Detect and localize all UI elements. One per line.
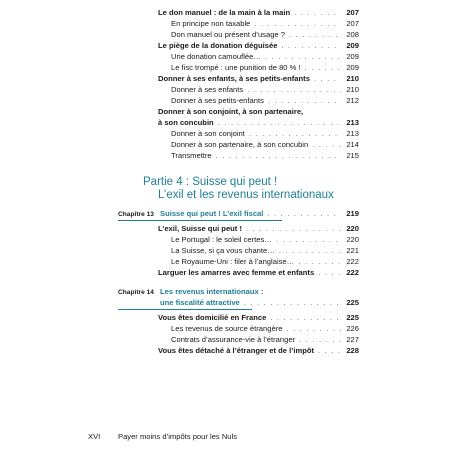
toc-entry: Contrats d’assurance-vie à l’étranger . . . 227 <box>171 335 359 345</box>
chapter-rule <box>118 220 282 221</box>
toc-entry: Le Royaume-Uni : filer à l’anglaise… . . . 222 <box>171 257 359 267</box>
toc-entry: L’exil, Suisse qui peut ! . . . 220 <box>158 224 359 234</box>
toc-entry: Le piège de la donation déguisée . . . 209 <box>158 41 359 51</box>
toc-entry: Donner à ses enfants, à ses petits-enfants . . . 210 <box>158 74 359 84</box>
chapter-title: une fiscalité attractive . . . 225 <box>160 298 359 308</box>
toc-entry: La Suisse, si ça vous chante… . . . 221 <box>171 246 359 256</box>
toc-entry: Transmettre . . . 215 <box>171 151 359 161</box>
chapter-title: Suisse qui peut ! L’exil fiscal . . . 219 <box>160 209 359 219</box>
chapter-label: Chapitre 13 <box>118 211 154 218</box>
toc-entry: Donner à ses petits-enfants . . . 212 <box>171 96 359 106</box>
toc-entry: Don manuel ou présent d’usage ? . . . 208 <box>171 30 359 40</box>
toc-entry: En principe non taxable . . . 207 <box>171 19 359 29</box>
toc-entry: à son concubin . . . 213 <box>158 118 359 128</box>
part-title-line2: L’exil et les revenus internationaux <box>158 189 334 201</box>
chapter-label: Chapitre 14 <box>118 289 154 296</box>
running-title: Payer moins d’impôts pour les Nuls <box>118 432 238 441</box>
toc-entry: Le Portugal : le soleil certes… . . . 220 <box>171 235 359 245</box>
toc-entry: Larguer les amarres avec femme et enfants . . . 222 <box>158 268 359 278</box>
toc-entry: Donner à son conjoint . . . 213 <box>171 129 359 139</box>
toc-entry: Donner à ses enfants . . . 210 <box>171 85 359 95</box>
toc-entry: Vous êtes détaché à l’étranger et de l’impôt . . . 228 <box>158 346 359 356</box>
toc-entry: Le fisc trompé : une punition de 80 % ! . . . 209 <box>171 63 359 73</box>
chapter-title: Les revenus internationaux : <box>160 287 264 296</box>
toc-entry: Une donation camouflée… . . . 209 <box>171 52 359 62</box>
page-folio: XVI <box>88 432 101 441</box>
chapter-rule <box>118 309 252 310</box>
toc-entry: Donner à son conjoint, à son partenaire, <box>158 107 304 116</box>
toc-entry: Le don manuel : de la main à la main . . . 207 <box>158 8 359 18</box>
part-title-line1: Partie 4 : Suisse qui peut ! <box>143 176 278 188</box>
toc-entry: Donner à son partenaire, à son concubin . . . 214 <box>171 140 359 150</box>
toc-entry: Vous êtes domicilié en France . . . 225 <box>158 313 359 323</box>
part-title <box>143 176 334 202</box>
page-footer <box>88 432 237 441</box>
toc-entry: Les revenus de source étrangère . . . 226 <box>171 324 359 334</box>
